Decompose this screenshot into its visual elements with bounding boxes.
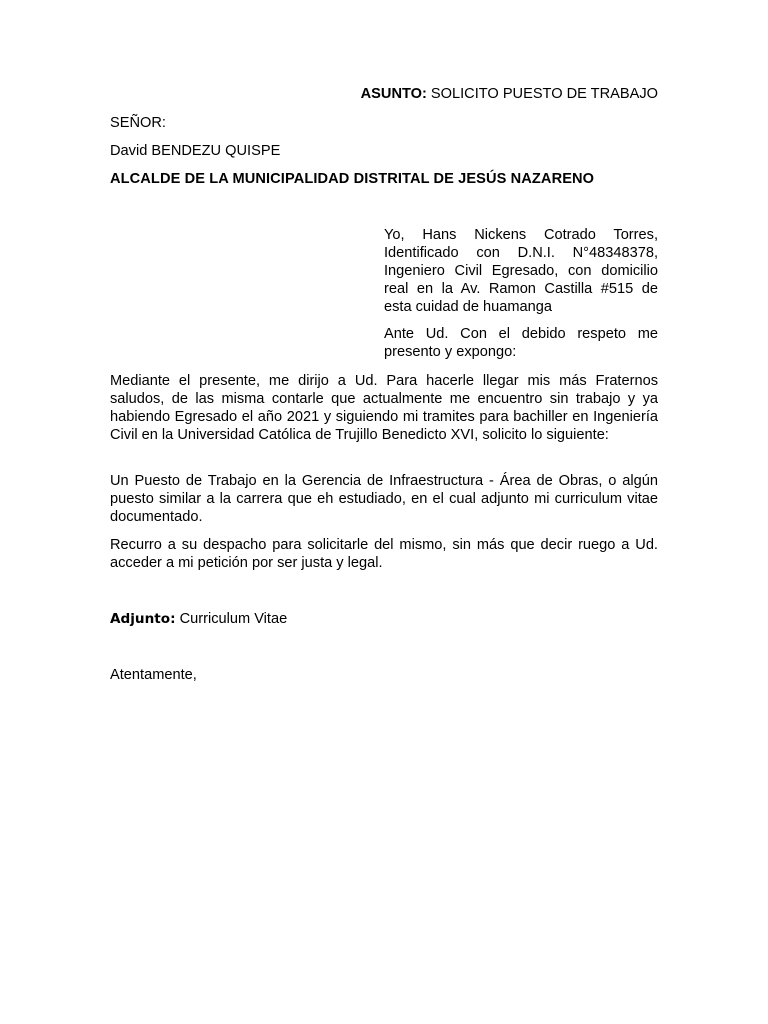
attachment-line: [110, 610, 287, 628]
attachment-label: Adjunto:: [110, 611, 176, 627]
body-paragraph-1: Mediante el presente, me dirijo a Ud. Para hacerle llegar mis más Fraternos saludos, de las misma contarle que actualmente me encuentro sin trabajo y ya habiendo Egresado el año 2021 y siguiendo mi tramites para bachiller en Ingeniería Civil en la Universidad Católica de Trujillo Benedicto XVI, solicito lo siguiente:: [110, 373, 658, 443]
subject-line: [361, 85, 658, 103]
attachment-value: Curriculum Vitae: [175, 611, 288, 627]
sender-statement: Ante Ud. Con el debido respeto me presento y expongo:: [384, 326, 658, 360]
recipient-title: ALCALDE DE LA MUNICIPALIDAD DISTRITAL DE JESÚS NAZARENO: [110, 171, 595, 187]
recipient-name: David BENDEZU QUISPE: [110, 143, 281, 159]
subject-value: SOLICITO PUESTO DE TRABAJO: [426, 86, 658, 102]
salutation: SEÑOR:: [110, 115, 166, 131]
body-paragraph-3: Recurro a su despacho para solicitarle del mismo, sin más que decir ruego a Ud. acceder a mi petición por ser justa y legal.: [110, 537, 658, 571]
subject-label: ASUNTO:: [360, 86, 427, 102]
sender-introduction: Yo, Hans Nickens Cotrado Torres, Identificado con D.N.I. N°48348378, Ingeniero Civil Egresado, con domicilio real en la Av. Ramon Castilla #515 de esta cuidad de huamanga: [384, 227, 658, 315]
closing: Atentamente,: [110, 667, 197, 683]
body-paragraph-2: Un Puesto de Trabajo en la Gerencia de Infraestructura - Área de Obras, o algún puesto similar a la carrera que eh estudiado, en el cual adjunto mi curriculum vitae documentado.: [110, 473, 658, 525]
